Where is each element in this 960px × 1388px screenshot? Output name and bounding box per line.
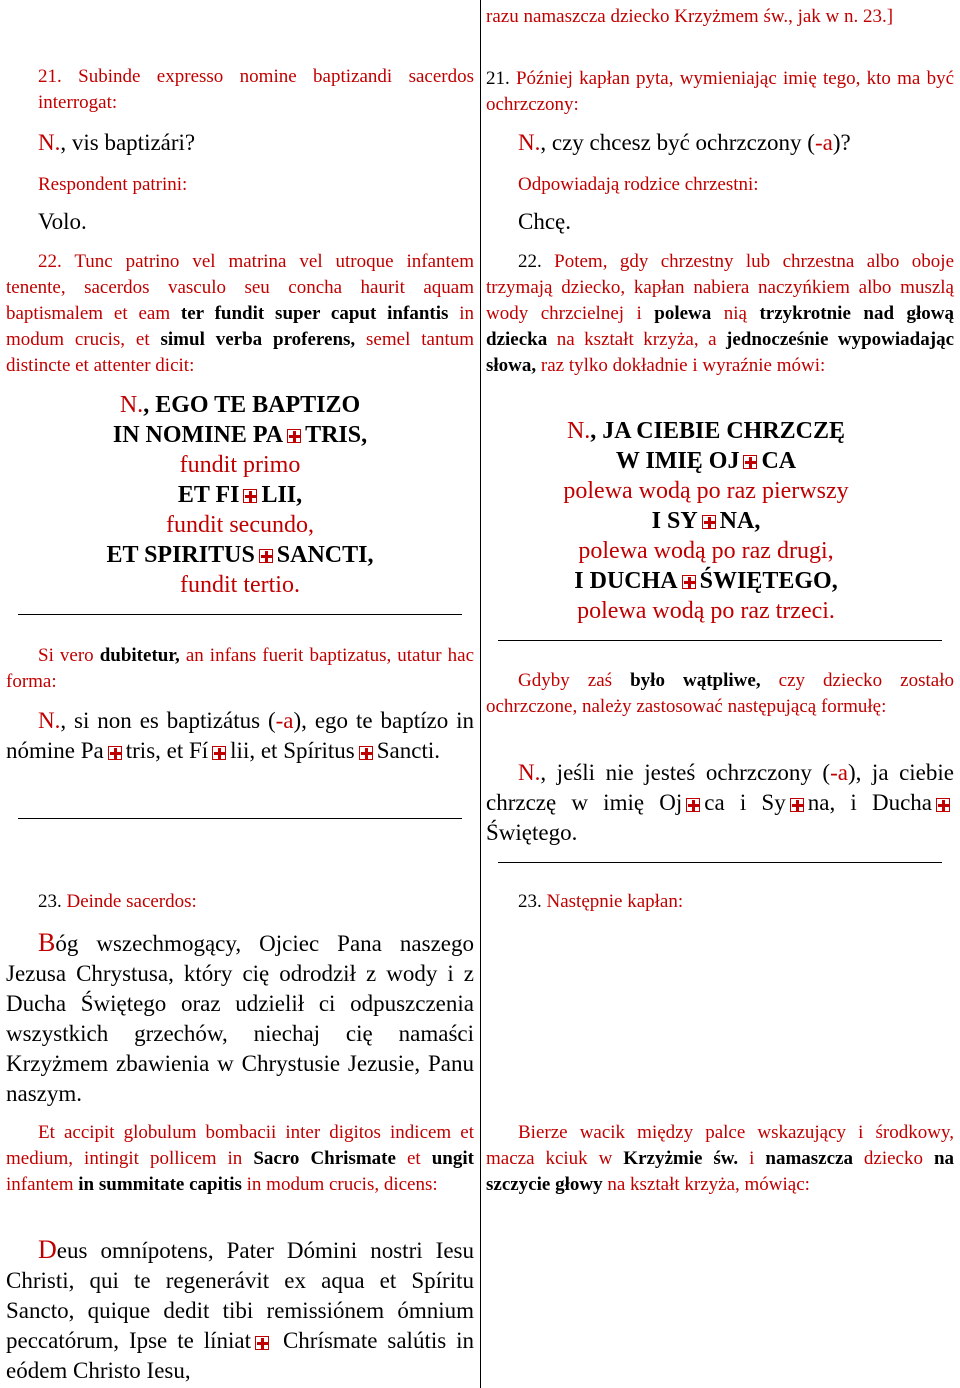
- rubric-text: Et accipit globulum bombacii inter digitos indicem et medium, intingit pollicem in: [6, 1122, 474, 1169]
- rubric-emphasis: simul verba proferens,: [160, 329, 356, 350]
- formula-rubric: fundit secundo,: [166, 512, 314, 538]
- separator-line: [498, 862, 942, 863]
- column-divider: [480, 0, 481, 1388]
- paragraph-number: 23.: [38, 891, 67, 912]
- cross-icon: [259, 549, 273, 563]
- rubric-22-latin: [6, 249, 474, 379]
- rubric-text: in modum crucis, et: [6, 303, 474, 350]
- paragraph-number: 22.: [518, 251, 555, 272]
- cross-icon: [108, 746, 122, 760]
- name-placeholder: N.: [119, 392, 144, 418]
- formula-rubric: polewa wodą po raz drugi,: [578, 538, 834, 564]
- prayer-text: eus omnípotens, Pater Dómini nostri Iesu Christi, qui te regenerávit ex aqua et Spíritu Sancto, quique dedit tibi remissiónem ómnium peccatórum, Ipse te líniat: [6, 1238, 474, 1353]
- cross-icon: [359, 746, 373, 760]
- formula-line: IN NOMINE PA: [112, 422, 284, 448]
- separator-line: [498, 640, 942, 641]
- name-placeholder: N.: [566, 418, 591, 444]
- rubric-text: i: [738, 1148, 766, 1169]
- formula-text: lii, et Spíritus: [230, 738, 355, 763]
- initial-letter: D: [38, 1235, 57, 1264]
- separator-line: [18, 818, 462, 819]
- rubric-emphasis: na szczycie głowy: [486, 1148, 955, 1195]
- formula-line: LII,: [261, 482, 303, 508]
- rubric-emphasis: trzykrotnie nad głową dziecka: [486, 303, 954, 350]
- feminine-ending: -a: [275, 708, 294, 733]
- prayer-latin: [6, 1235, 474, 1386]
- rubric-emphasis: było wątpliwe,: [630, 670, 761, 691]
- name-placeholder: N.: [518, 130, 541, 155]
- cross-icon: [212, 746, 226, 760]
- formula-rubric: fundit tertio.: [180, 572, 300, 598]
- rubric-text: semel tantum distincte et attenter dicit:: [6, 329, 474, 376]
- rubric-emphasis: namaszcza: [765, 1148, 853, 1169]
- rubric-21-polish: [486, 66, 954, 118]
- rubric-emphasis: dubitetur,: [99, 645, 180, 666]
- formula-line: CA: [761, 448, 797, 474]
- formula-line: , EGO TE BAPTIZO: [143, 392, 361, 418]
- cross-icon: [743, 455, 757, 469]
- rubric-text: Subinde expresso nomine baptizandi sacerdos interrogat:: [38, 66, 474, 113]
- respondent-rubric: Odpowiadają rodzice chrzestni:: [518, 174, 759, 195]
- response-chce: Chcę.: [518, 209, 572, 234]
- question-latin: [38, 128, 195, 158]
- feminine-ending: -a: [814, 130, 833, 155]
- rubric-text: Bierze wacik między palce wskazujący i środkowy, macza kciuk w: [486, 1122, 954, 1169]
- rubric-text: in modum crucis, dicens:: [241, 1174, 438, 1195]
- rubric-text: czy dziecko zostało ochrzczone, należy zastosować następującą formułę:: [486, 670, 954, 717]
- conditional-formula-latin: [6, 706, 474, 766]
- rubric-text: Potem, gdy chrzestny lub chrzestna albo oboje trzymają dziecko, kapłan nabiera naczyńkiem albo muszlą wody chrzcielnej i: [486, 251, 954, 324]
- formula-text: tris, et Fí: [125, 738, 209, 763]
- rubric-21-latin: [6, 64, 474, 116]
- formula-line: TRIS,: [305, 422, 368, 448]
- formula-text: , jeśli nie jesteś ochrzczony (: [540, 760, 831, 785]
- rubric-text: dziecko: [852, 1148, 934, 1169]
- rubric-text: infantem: [6, 1174, 79, 1195]
- rubric-emphasis: ter fundit super caput infantis: [180, 303, 449, 324]
- chrism-rubric-latin: [6, 1120, 474, 1198]
- rubric-text: raz tylko dokładnie i wyraźnie mówi:: [536, 355, 826, 376]
- baptism-formula-polish: [486, 416, 926, 626]
- rubric-text: an infans fuerit baptizatus, utatur hac forma:: [6, 645, 475, 692]
- cross-icon: [243, 489, 257, 503]
- rubric-emphasis: ungit: [431, 1148, 474, 1169]
- baptism-formula-latin: [6, 390, 474, 600]
- formula-line: I SY: [651, 508, 698, 534]
- separator-line: [18, 614, 462, 615]
- formula-rubric: fundit primo: [179, 452, 301, 478]
- formula-text: ), ja ciebie chrzczę w imię Oj: [486, 760, 954, 815]
- cross-icon: [790, 798, 804, 812]
- question-text: , vis baptizári?: [60, 130, 196, 155]
- prayer-text: Chrísmate salútis in eódem Christo Iesu,: [6, 1328, 475, 1383]
- formula-text: ), ego te baptízo in nómine Pa: [6, 708, 474, 763]
- feminine-ending: -a: [830, 760, 848, 785]
- rubric-23-latin: [38, 889, 197, 915]
- rubric-emphasis: Sacro Chrismate: [253, 1148, 396, 1169]
- paragraph-number: 22.: [38, 251, 75, 272]
- formula-text: , si non es baptizátus (: [60, 708, 276, 733]
- prayer-text: óg wszechmogący, Ojciec Pana naszego Jezusa Chrystusa, który cię odrodził z wody i z Ducha Świętego oraz udzielił ci odpuszczenia wszystkich grzechów, niechaj cię namaści Krzyżmem zbawienia w Chrystusie Jezusie, Panu naszym.: [6, 931, 474, 1106]
- cross-icon: [255, 1336, 269, 1350]
- formula-text: Sancti.: [376, 738, 441, 763]
- rubric-text: Si vero: [38, 645, 100, 666]
- rubric-emphasis: polewa: [654, 303, 712, 324]
- formula-line: ET FI: [177, 482, 240, 508]
- paragraph-number: 21.: [38, 66, 79, 87]
- rubric-emphasis: in summitate capitis: [78, 1174, 242, 1195]
- rubric-23-polish: [518, 889, 683, 915]
- formula-line: ET SPIRITUS: [106, 542, 255, 568]
- formula-text: na, i Ducha: [807, 790, 932, 815]
- chrism-rubric-polish: [486, 1120, 954, 1198]
- doubt-rubric-polish: [486, 668, 954, 720]
- paragraph-number: 21.: [486, 68, 516, 89]
- name-placeholder: N.: [38, 708, 61, 733]
- rubric-emphasis: Krzyżmie św.: [623, 1148, 739, 1169]
- rubric-text: Tunc patrino vel matrina vel utroque infantem tenente, sacerdos vasculo seu concha haurit aquam baptismalem et eam: [6, 251, 474, 324]
- formula-text: ca i Sy: [704, 790, 786, 815]
- cross-icon: [936, 798, 950, 812]
- cross-icon: [702, 515, 716, 529]
- paragraph-number: 23.: [518, 891, 547, 912]
- name-placeholder: N.: [518, 760, 541, 785]
- cross-icon: [686, 798, 700, 812]
- formula-line: ŚWIĘTEGO,: [699, 568, 838, 594]
- doubt-rubric-latin: [6, 643, 474, 695]
- conditional-formula-polish: [486, 758, 954, 848]
- initial-letter: B: [38, 928, 56, 957]
- respondent-rubric: Respondent patrini:: [38, 174, 188, 195]
- formula-rubric: polewa wodą po raz trzeci.: [577, 598, 835, 624]
- continuation-rubric: razu namaszcza dziecko Krzyżmem św., jak w n. 23.]: [486, 6, 894, 27]
- rubric-22-polish: [486, 249, 954, 379]
- rubric-text: na kształt krzyża, a: [547, 329, 727, 350]
- formula-line: SANCTI,: [276, 542, 374, 568]
- rubric-text: et: [395, 1148, 432, 1169]
- cross-icon: [682, 575, 696, 589]
- rubric-text: na kształt krzyża, mówiąc:: [602, 1174, 810, 1195]
- rubric-text: Później kapłan pyta, wymieniając imię tego, kto ma być ochrzczony:: [486, 68, 954, 115]
- formula-line: I DUCHA: [574, 568, 678, 594]
- prayer-polish-left: [6, 928, 474, 1109]
- rubric-text: Następnie kapłan:: [546, 891, 684, 912]
- question-text: )?: [832, 130, 851, 155]
- formula-line: NA,: [719, 508, 761, 534]
- formula-rubric: polewa wodą po raz pierwszy: [563, 478, 849, 504]
- rubric-text: Gdyby zaś: [518, 670, 631, 691]
- question-polish: [518, 128, 851, 158]
- formula-line: , JA CIEBIE CHRZCZĘ: [590, 418, 846, 444]
- rubric-emphasis: jednocześnie wypowiadając słowa,: [486, 329, 955, 376]
- question-text: , czy chcesz być ochrzczony (: [540, 130, 815, 155]
- response-volo: Volo.: [38, 209, 87, 234]
- formula-line: W IMIĘ OJ: [615, 448, 740, 474]
- rubric-text: nią: [711, 303, 760, 324]
- cross-icon: [287, 429, 301, 443]
- name-placeholder: N.: [38, 130, 61, 155]
- rubric-text: Deinde sacerdos:: [66, 891, 197, 912]
- formula-text: Świętego.: [486, 820, 578, 845]
